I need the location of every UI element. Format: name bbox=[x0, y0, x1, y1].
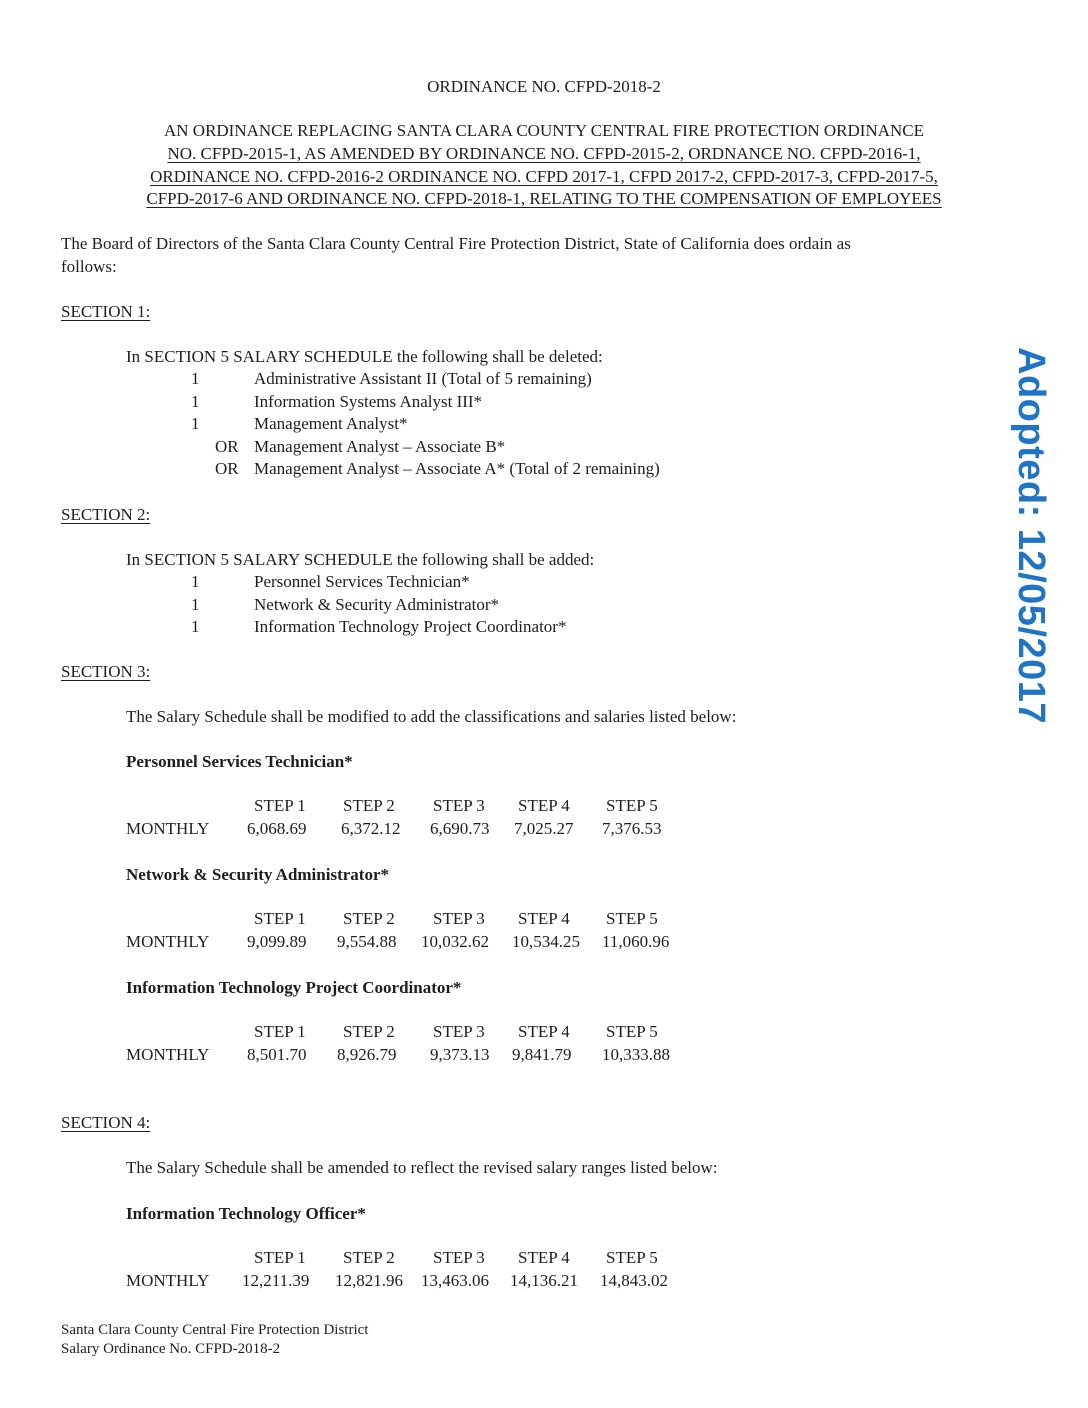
step-label: STEP 1 bbox=[254, 796, 306, 815]
salary-value: 6,372.12 bbox=[341, 819, 401, 838]
step-label: STEP 3 bbox=[433, 1248, 485, 1267]
item-text: Personnel Services Technician* bbox=[254, 572, 470, 591]
salary-value: 9,373.13 bbox=[430, 1045, 490, 1064]
section-intro: The Salary Schedule shall be amended to reflect the revised salary ranges listed below: bbox=[126, 1158, 718, 1177]
salary-value: 7,376.53 bbox=[602, 819, 662, 838]
salary-value: 6,068.69 bbox=[247, 819, 307, 838]
salary-value: 9,554.88 bbox=[337, 932, 397, 951]
item-text: Network & Security Administrator* bbox=[254, 595, 500, 614]
item-count: 1 bbox=[191, 617, 200, 636]
step-label: STEP 3 bbox=[433, 909, 485, 928]
step-label: STEP 1 bbox=[254, 909, 306, 928]
step-label: STEP 5 bbox=[606, 1248, 658, 1267]
salary-value: 12,821.96 bbox=[335, 1271, 403, 1290]
class-name: Information Technology Project Coordinator* bbox=[126, 978, 462, 997]
item-text: Administrative Assistant II (Total of 5 remaining) bbox=[254, 369, 592, 388]
step-label: STEP 4 bbox=[518, 1022, 570, 1041]
item-or: OR bbox=[215, 459, 239, 478]
row-label: MONTHLY bbox=[126, 932, 210, 951]
salary-value: 6,690.73 bbox=[430, 819, 490, 838]
section-intro: The Salary Schedule shall be modified to add the classifications and salaries listed below: bbox=[126, 707, 737, 726]
step-label: STEP 4 bbox=[518, 909, 570, 928]
ordinance-number: ORDINANCE NO. CFPD-2018-2 bbox=[427, 77, 661, 96]
salary-value: 10,333.88 bbox=[602, 1045, 670, 1064]
row-label: MONTHLY bbox=[126, 1045, 210, 1064]
footer-line: Salary Ordinance No. CFPD-2018-2 bbox=[61, 1341, 281, 1357]
step-label: STEP 3 bbox=[433, 796, 485, 815]
salary-value: 14,136.21 bbox=[510, 1271, 578, 1290]
step-label: STEP 2 bbox=[343, 1022, 395, 1041]
section-intro: In SECTION 5 SALARY SCHEDULE the following shall be deleted: bbox=[126, 347, 603, 366]
row-label: MONTHLY bbox=[126, 1271, 210, 1290]
item-count: 1 bbox=[191, 595, 200, 614]
title-line: ORDINANCE NO. CFPD-2016-2 ORDINANCE NO. CFPD 2017-1, CFPD 2017-2, CFPD-2017-3, CFPD-2017-5, bbox=[150, 167, 938, 186]
item-text: Management Analyst – Associate A* (Total of 2 remaining) bbox=[254, 459, 660, 478]
footer-line: Santa Clara County Central Fire Protection District bbox=[61, 1322, 369, 1338]
section-heading: SECTION 1: bbox=[61, 302, 151, 321]
title-line: CFPD-2017-6 AND ORDINANCE NO. CFPD-2018-1, RELATING TO THE COMPENSATION OF EMPLOYEES bbox=[146, 189, 942, 208]
salary-value: 9,099.89 bbox=[247, 932, 307, 951]
step-label: STEP 2 bbox=[343, 796, 395, 815]
item-count: 1 bbox=[191, 572, 200, 591]
class-name: Personnel Services Technician* bbox=[126, 752, 353, 771]
item-text: Information Systems Analyst III* bbox=[254, 392, 483, 411]
section-heading: SECTION 2: bbox=[61, 505, 151, 524]
preamble-line: The Board of Directors of the Santa Clara County Central Fire Protection District, State of California does ordain as bbox=[61, 234, 851, 253]
step-label: STEP 5 bbox=[606, 796, 658, 815]
title-line: NO. CFPD-2015-1, AS AMENDED BY ORDINANCE NO. CFPD-2015-2, ORDNANCE NO. CFPD-2016-1, bbox=[167, 144, 921, 163]
class-name: Information Technology Officer* bbox=[126, 1204, 366, 1223]
salary-value: 10,032.62 bbox=[421, 932, 489, 951]
salary-value: 12,211.39 bbox=[242, 1271, 310, 1290]
section-intro: In SECTION 5 SALARY SCHEDULE the following shall be added: bbox=[126, 550, 595, 569]
item-count: 1 bbox=[191, 414, 200, 433]
section-heading: SECTION 4: bbox=[61, 1113, 151, 1132]
salary-value: 8,501.70 bbox=[247, 1045, 307, 1064]
step-label: STEP 2 bbox=[343, 909, 395, 928]
item-text: Management Analyst – Associate B* bbox=[254, 437, 506, 456]
item-count: 1 bbox=[191, 392, 200, 411]
preamble-line: follows: bbox=[61, 257, 117, 276]
class-name: Network & Security Administrator* bbox=[126, 865, 389, 884]
salary-value: 9,841.79 bbox=[512, 1045, 572, 1064]
section-heading: SECTION 3: bbox=[61, 662, 151, 681]
step-label: STEP 4 bbox=[518, 796, 570, 815]
step-label: STEP 1 bbox=[254, 1022, 306, 1041]
step-label: STEP 5 bbox=[606, 1022, 658, 1041]
salary-value: 7,025.27 bbox=[514, 819, 574, 838]
step-label: STEP 2 bbox=[343, 1248, 395, 1267]
item-text: Information Technology Project Coordinator* bbox=[254, 617, 567, 636]
adopted-date-text: Adopted: 12/05/2017 bbox=[1009, 346, 1052, 724]
row-label: MONTHLY bbox=[126, 819, 210, 838]
item-text: Management Analyst* bbox=[254, 414, 408, 433]
salary-value: 11,060.96 bbox=[602, 932, 670, 951]
salary-value: 14,843.02 bbox=[600, 1271, 668, 1290]
step-label: STEP 5 bbox=[606, 909, 658, 928]
salary-value: 13,463.06 bbox=[421, 1271, 489, 1290]
step-label: STEP 1 bbox=[254, 1248, 306, 1267]
salary-value: 10,534.25 bbox=[512, 932, 580, 951]
adopted-stamp bbox=[1000, 346, 1060, 724]
item-or: OR bbox=[215, 437, 239, 456]
step-label: STEP 3 bbox=[433, 1022, 485, 1041]
step-label: STEP 4 bbox=[518, 1248, 570, 1267]
item-count: 1 bbox=[191, 369, 200, 388]
salary-value: 8,926.79 bbox=[337, 1045, 397, 1064]
title-line: AN ORDINANCE REPLACING SANTA CLARA COUNTY CENTRAL FIRE PROTECTION ORDINANCE bbox=[163, 121, 925, 140]
